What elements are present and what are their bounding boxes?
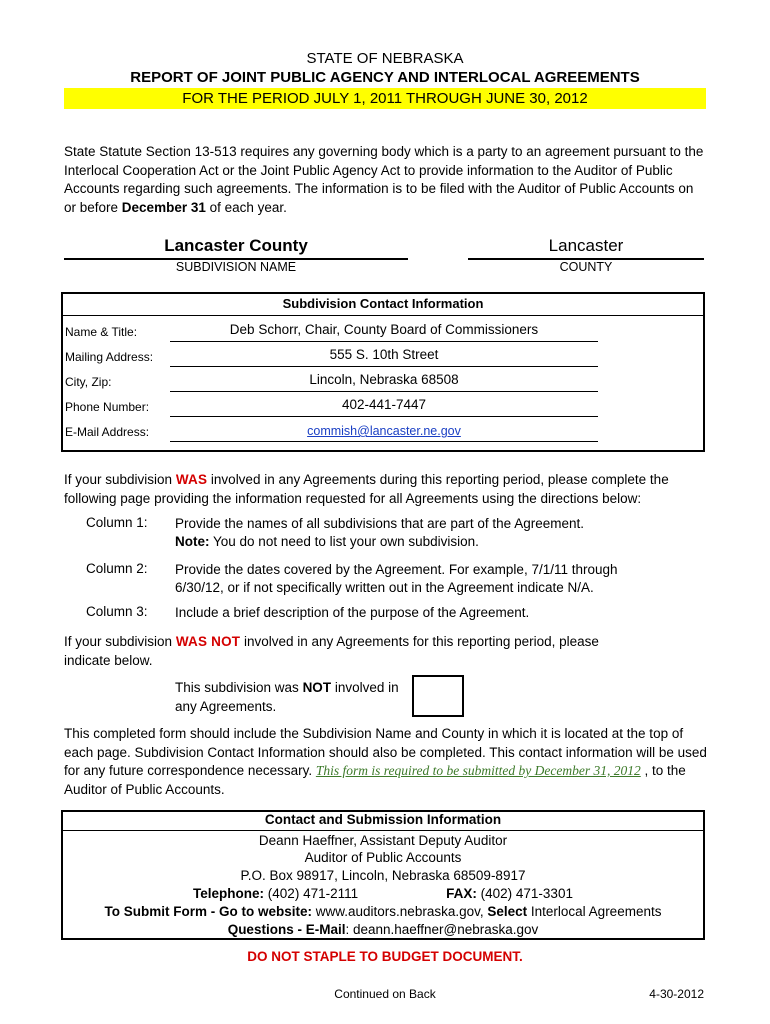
- questions-email-label: Questions - E-Mail: [227, 922, 346, 937]
- submission-info-heading: Contact and Submission Information: [264, 812, 502, 827]
- mailing-address-underline: [170, 366, 598, 367]
- column-1-description: [175, 515, 675, 550]
- name-title-field[interactable]: Deb Schorr, Chair, County Board of Commissioners: [229, 322, 539, 337]
- column-1-label: Column 1:: [86, 515, 148, 530]
- not-involved-prefix: This subdivision was: [175, 680, 303, 695]
- was-not-keyword: WAS NOT: [175, 634, 241, 649]
- email-address-link[interactable]: commish@lancaster.ne.gov: [307, 424, 461, 438]
- city-zip-field[interactable]: Lincoln, Nebraska 68508: [309, 372, 459, 387]
- name-title-label: Name & Title:: [65, 325, 138, 339]
- column-2-label: Column 2:: [86, 561, 148, 576]
- website-label: To Submit Form - Go to website:: [104, 904, 313, 919]
- deadline-link[interactable]: This form is required to be submitted by December 31, 2012: [315, 763, 641, 778]
- auditor-office: Auditor of Public Accounts: [304, 850, 462, 865]
- subdivision-name-value[interactable]: Lancaster County: [164, 236, 308, 255]
- auditor-name: Deann Haeffner, Assistant Deputy Auditor: [258, 833, 508, 848]
- was-not-involved-paragraph: [64, 633, 624, 670]
- state-heading: STATE OF NEBRASKA: [306, 50, 464, 67]
- completion-text-end: , to the Auditor of Public Accounts.: [64, 763, 686, 797]
- continued-on-back: Continued on Back: [334, 987, 436, 1001]
- fax-label: FAX:: [446, 886, 477, 901]
- was-suffix: involved in any Agreements during this reporting period, please complete the following page providing the information requested for all Agreements using the directions below:: [64, 472, 669, 506]
- completion-instructions: [64, 725, 714, 799]
- phone-number-underline: [170, 416, 598, 417]
- column-1-note: You do not need to list your own subdivision.: [209, 533, 479, 549]
- was-not-prefix: If your subdivision: [64, 634, 176, 649]
- name-title-underline: [170, 341, 598, 342]
- website-after: Interlocal Agreements: [527, 904, 662, 919]
- website-value[interactable]: www.auditors.nebraska.gov,: [312, 904, 488, 919]
- email-address-label: E-Mail Address:: [65, 425, 150, 439]
- not-involved-suffix: involved in any Agreements.: [175, 680, 399, 714]
- column-2-description: Provide the dates covered by the Agreement. For example, 7/1/11 through 6/30/12, or if not specifically written out in the Agreement indicate N/A.: [175, 562, 618, 595]
- was-keyword: WAS: [175, 472, 208, 487]
- fax-value: (402) 471-3301: [476, 886, 573, 901]
- contact-heading-divider: [63, 315, 703, 316]
- email-address-underline: [170, 441, 598, 442]
- was-prefix: If your subdivision: [64, 472, 176, 487]
- phone-number-field[interactable]: 402-441-7447: [341, 397, 427, 412]
- auditor-address: P.O. Box 98917, Lincoln, Nebraska 68509-8917: [240, 868, 526, 883]
- column-1-note-label: Note:: [175, 533, 210, 549]
- questions-email-line: [61, 921, 705, 939]
- not-involved-keyword: NOT: [302, 680, 332, 695]
- website-select: Select: [487, 904, 528, 919]
- mailing-address-label: Mailing Address:: [65, 350, 154, 364]
- column-1-text: Provide the names of all subdivisions that are part of the Agreement.: [175, 516, 584, 531]
- was-not-suffix: involved in any Agreements for this reporting period, please indicate below.: [64, 634, 599, 668]
- subdivision-name-label: SUBDIVISION NAME: [175, 260, 297, 274]
- phone-fax-line: [61, 885, 705, 903]
- form-revision-date: 4-30-2012: [649, 987, 704, 1001]
- was-involved-paragraph: [64, 471, 714, 508]
- city-zip-underline: [170, 391, 598, 392]
- intro-deadline: December 31: [121, 199, 206, 215]
- intro-paragraph: [64, 143, 709, 217]
- not-involved-statement: [175, 679, 415, 716]
- report-title: REPORT OF JOINT PUBLIC AGENCY AND INTERLOCAL AGREEMENTS: [130, 69, 640, 86]
- column-3-label: Column 3:: [86, 604, 148, 619]
- do-not-staple-warning: DO NOT STAPLE TO BUDGET DOCUMENT.: [247, 949, 523, 964]
- telephone-label: Telephone:: [193, 886, 265, 901]
- intro-text-end: of each year.: [205, 199, 287, 215]
- telephone-value: (402) 471-2111: [264, 886, 359, 901]
- website-line: [61, 903, 705, 921]
- phone-number-label: Phone Number:: [65, 400, 150, 414]
- reporting-period: FOR THE PERIOD JULY 1, 2011 THROUGH JUNE 30, 2012: [64, 88, 706, 109]
- city-zip-label: City, Zip:: [65, 375, 112, 389]
- county-label: COUNTY: [559, 260, 613, 274]
- county-value[interactable]: Lancaster: [548, 236, 624, 255]
- completion-text: This completed form should include the Subdivision Name and County in which it is located at the top of each page. Subdivision Contact Information should also be completed. This contact information will be used for any future correspondence necessary.: [64, 726, 707, 778]
- not-involved-checkbox[interactable]: [412, 675, 464, 717]
- intro-text: State Statute Section 13-513 requires any governing body which is a party to an agreement pursuant to the Interlocal Cooperation Act or the Joint Public Agency Act to provide information to the Auditor of Public Accounts regarding such agreements. The information is to be filed with the Auditor of Public Accounts on or before: [64, 144, 704, 215]
- email-address-field[interactable]: [170, 423, 598, 438]
- contact-info-heading: Subdivision Contact Information: [282, 296, 484, 311]
- mailing-address-field[interactable]: 555 S. 10th Street: [329, 347, 439, 362]
- column-3-description: Include a brief description of the purpose of the Agreement.: [175, 605, 530, 620]
- questions-email-value[interactable]: : deann.haeffner@nebraska.gov: [345, 922, 539, 937]
- submission-heading-divider: [63, 830, 703, 831]
